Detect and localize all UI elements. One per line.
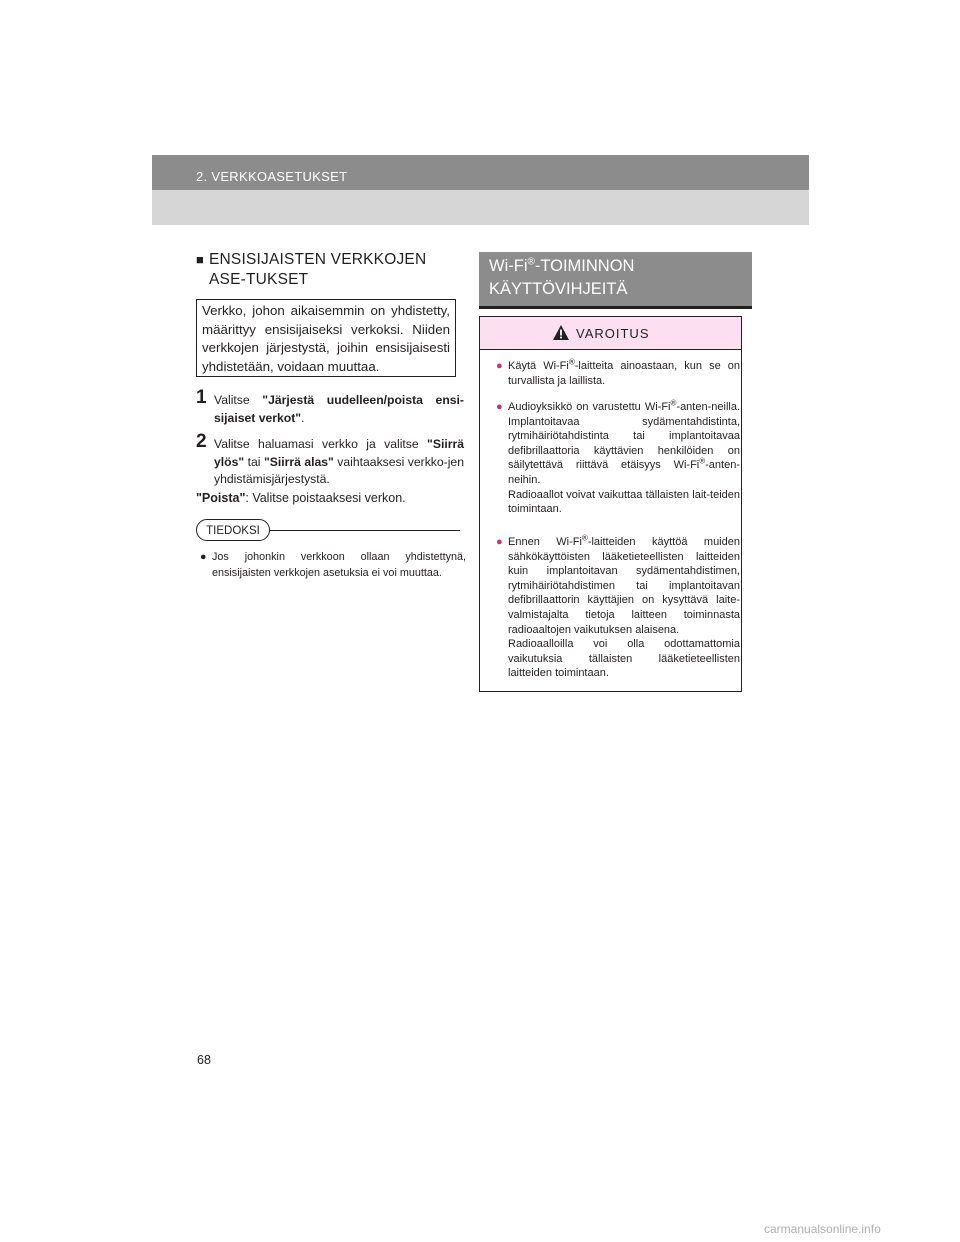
registered-mark: ® <box>670 398 677 408</box>
registered-mark: ® <box>527 256 535 268</box>
warning-text: Ennen Wi-Fi <box>508 536 582 548</box>
warning-triangle-icon <box>552 324 570 341</box>
intro-box <box>196 299 456 377</box>
step-menu-label: "Järjestä uudelleen/poista ensi-sijaiset verkot" <box>214 393 464 425</box>
bullet-icon: ● <box>496 536 503 548</box>
wifi-title-text: Wi-Fi <box>489 257 528 275</box>
warning-item <box>496 400 740 517</box>
step-menu-label-up: "Siirrä ylös" <box>214 437 464 469</box>
wifi-title-line2: KÄYTTÖVIHJEITÄ <box>489 280 628 298</box>
warning-extra-text: Radioaalloilla voi olla odottamattomia vaikutuksia tällaisten lääketieteellisten laitteiden toimintaan. <box>508 638 740 680</box>
intro-text: Verkko, johon aikaisemmin on yhdistetty, määrittyy ensisijaiseksi verkoksi. Niiden verkkojen järjestystä, joihin ensisijaisesti yhdistetään, voidaan muuttaa. <box>202 303 450 375</box>
step-text: Valitse haluamasi verkko ja valitse <box>214 437 428 451</box>
section-title: ENSISIJAISTEN VERKKOJEN ASE-TUKSET <box>209 251 427 288</box>
warning-text-end: -laitteita ainoastaan, kun se on turvallista ja laillista. <box>508 360 740 387</box>
step-number: 1 <box>196 387 207 408</box>
warning-text-end: -laitteiden käyttöä muiden sähkökäyttöisten lääketieteellisten laitteiden kuin implantoitavan sydämentahdistimen, rytmihäiriötahdistimen tai implantoitavan defibrillaattorin käyttäjien on kysyttävä laite-valmistajalta tietoja laitteen toiminnasta radioaaltojen vaikutuksen alaisena. <box>508 536 740 636</box>
poista-text: : Valitse poistaaksesi verkon. <box>245 491 406 505</box>
wifi-title-text-end: -TOIMINNON <box>534 257 635 275</box>
bullet-icon: ● <box>496 401 503 413</box>
step-menu-label-down: "Siirrä alas" <box>263 454 334 469</box>
step-text: Valitse <box>214 393 263 407</box>
tiedoksi-item <box>200 550 466 581</box>
step-number: 2 <box>196 431 207 452</box>
header-title: 2. VERKKOASETUKSET <box>196 169 348 184</box>
registered-mark: ® <box>581 533 588 543</box>
step-text-end: . <box>301 410 305 425</box>
warning-label: VAROITUS <box>576 326 650 341</box>
step-1 <box>196 387 464 427</box>
warning-text: Käytä Wi-Fi <box>508 360 569 372</box>
registered-mark: ® <box>568 357 575 367</box>
section-heading <box>196 250 460 290</box>
tiedoksi-text: Jos johonkin verkkoon ollaan yhdistettynä, ensisijaisten verkkojen asetuksia ei voi muuttaa. <box>212 551 466 579</box>
warning-text-end: -anten-neihin. <box>508 459 740 486</box>
page-header <box>152 155 809 225</box>
warning-header <box>480 317 741 350</box>
square-bullet-icon: ■ <box>196 252 205 267</box>
bullet-icon: ● <box>200 551 207 563</box>
poista-label: "Poista" <box>196 491 246 505</box>
warning-item <box>496 535 740 681</box>
poista-line <box>196 491 406 505</box>
warning-text-mid: -anten-neilla. Implantoitavaa sydämentahdistinta, rytmihäiriötahdistinta tai implantoitavaa defibrillaattoria käyttävien henkilöiden on säilytettävä riittävä etäisyys Wi-Fi <box>508 401 740 472</box>
tiedoksi-label: TIEDOKSI <box>196 519 270 541</box>
step-2 <box>196 431 464 489</box>
step-text-end: vaihtaaksesi verkko-jen yhdistämisjärjestystä. <box>214 454 464 486</box>
tiedoksi-divider <box>270 530 460 531</box>
wifi-section-heading <box>479 252 752 309</box>
page-number: 68 <box>197 1053 211 1067</box>
warning-box <box>479 316 742 692</box>
warning-text: Audioyksikkö on varustettu Wi-Fi <box>508 401 671 413</box>
watermark: carmanualsonline.info <box>764 1222 881 1236</box>
registered-mark: ® <box>699 456 706 466</box>
step-text-mid: tai <box>244 454 264 469</box>
warning-extra-text: Radioaallot voivat vaikuttaa tällaisten lait-teiden toimintaan. <box>508 488 740 516</box>
bullet-icon: ● <box>496 360 503 372</box>
warning-item <box>496 359 740 388</box>
header-bar <box>152 155 809 190</box>
